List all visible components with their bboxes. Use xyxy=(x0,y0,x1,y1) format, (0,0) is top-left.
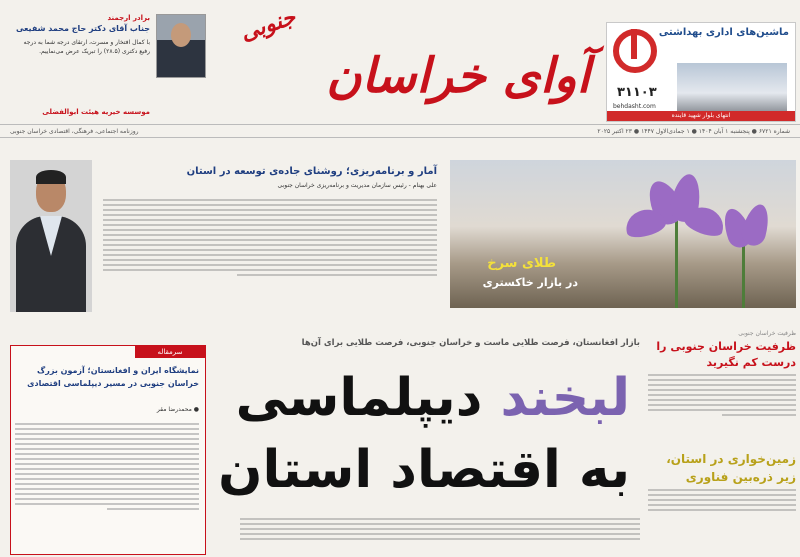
ad-phone: ۳۱۱۰۳ xyxy=(617,85,657,100)
masthead-logo[interactable] xyxy=(237,3,590,118)
congratulations-notice xyxy=(10,10,210,120)
issue-date: شماره ۶۷۲۱ ● پنجشنبه ۱ آبان ۱۴۰۴ ● ۱ جمادی‌الاول ۱۴۴۷ ● ۲۳ اکتبر ۲۰۲۵ xyxy=(597,128,790,135)
saffron-petal xyxy=(739,202,773,249)
editorial-box[interactable] xyxy=(10,345,206,555)
planning-author: علی بهنام - رئیس سازمان مدیریت و برنامه‌ریزی خراسان جنوبی xyxy=(277,182,437,189)
right-article-text xyxy=(648,374,796,416)
congrats-salutation: برادر ارجمند xyxy=(107,14,150,22)
logo-sub-text: جنوبی xyxy=(237,3,299,47)
editorial-title: نمایشگاه ایران و افغانستان؛ آزمون بزرگ خراسان جنوبی در مسیر دیپلماسی اقتصادی xyxy=(27,366,199,388)
congrats-photo xyxy=(156,14,206,78)
main-kicker: بازار افغانستان، فرصت طلایی ماست و خراسان جنوبی، فرصت طلایی برای آن‌ها xyxy=(301,338,640,348)
right-article-title: ظرفیت خراسان جنوبی را درست کم نگیرید xyxy=(656,340,796,369)
planning-body-text xyxy=(103,196,437,279)
ad-logo-icon xyxy=(613,29,657,73)
congrats-body: با کمال افتخار و مسرت، ارتقای درجه شما به درجه رفیع دکتری (۲۸.۵) را تبریک عرض می‌نماییم. xyxy=(23,39,150,55)
publication-tagline: روزنامه اجتماعی، فرهنگی، اقتصادی خراسان جنوبی xyxy=(10,128,139,135)
logo-main-text: آوای خراسان xyxy=(326,48,590,104)
editorial-author: ● محمدرضا مقر xyxy=(156,406,199,413)
portrait-hair xyxy=(36,170,66,184)
ad-photo xyxy=(677,63,787,113)
saffron-caption-subtitle: در بازار خاکستری xyxy=(482,276,578,289)
right-article-kicker: ظرفیت خراسان جنوبی xyxy=(738,330,796,337)
landgrab-text xyxy=(648,489,796,511)
main-story-text xyxy=(240,515,640,555)
planning-article[interactable] xyxy=(96,160,441,312)
right-article-landgrab[interactable] xyxy=(648,450,796,555)
flower-stem xyxy=(675,220,678,308)
congrats-recipient: جناب آقای دکتر حاج محمد شفیعی xyxy=(15,24,150,33)
saffron-caption-title: طلای سرخ xyxy=(487,256,556,271)
congrats-signature: موسسه خیریه هیئت ابوالفضلی xyxy=(42,108,150,116)
main-headline-line2[interactable]: به اقتصاد استان xyxy=(218,440,630,500)
advertisement[interactable] xyxy=(606,22,796,122)
headline-black-word: دیپلماسی xyxy=(235,368,501,428)
planning-title: آمار و برنامه‌ریزی؛ روشنای جاده‌ی توسعه در استان xyxy=(186,166,437,177)
ad-website: behdasht.com xyxy=(613,103,656,110)
author-portrait xyxy=(10,160,92,312)
dateline-bar xyxy=(0,124,800,138)
right-article-capacity[interactable] xyxy=(648,330,796,440)
editorial-tag: سرمقاله xyxy=(135,346,205,358)
ad-footer: انتهای بلوار شهید قاینده xyxy=(607,111,795,121)
landgrab-title: زمین‌خواری در استان، زیر ذره‌بین فناوری xyxy=(666,452,796,484)
ad-title: ماشین‌های اداری بهداشتی xyxy=(658,27,789,38)
headline-purple-word: لبخند xyxy=(500,368,630,428)
saffron-feature-image[interactable] xyxy=(450,160,796,308)
main-headline-line1[interactable] xyxy=(235,368,630,438)
editorial-body-text xyxy=(15,420,199,513)
flower-stem xyxy=(742,240,745,308)
